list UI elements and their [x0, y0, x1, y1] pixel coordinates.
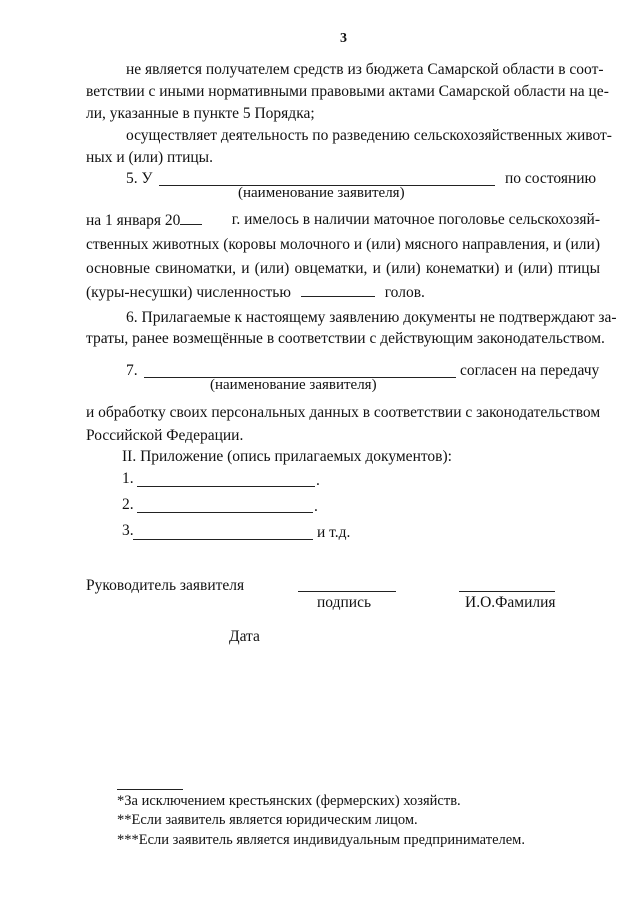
footnote-divider — [117, 789, 183, 790]
signature-role: Руководитель заявителя — [86, 577, 245, 594]
item-5-prefix: 5. У — [126, 170, 153, 187]
attachment-etc: и т.д. — [317, 524, 351, 541]
paragraph-line: траты, ранее возмещённые в соответствии с действующим законодательством. — [86, 330, 605, 347]
paragraph-line: ветствии с иными нормативными правовыми актами Самарской области на це- — [86, 83, 609, 100]
paragraph-line: ственных животных (коровы молочного и (или) мясного направления, и (или) — [86, 236, 600, 253]
paragraph-line: осуществляет деятельность по разведению сельскохозяйственных живот- — [126, 127, 612, 144]
field-caption: (наименование заявителя) — [238, 185, 405, 201]
name-field[interactable] — [459, 591, 555, 592]
attachment-number: 2. — [122, 496, 134, 513]
date-label: Дата — [229, 628, 260, 645]
item-7-suffix: согласен на передачу — [460, 362, 600, 379]
paragraph-line: ли, указанные в пункте 5 Порядка; — [86, 105, 315, 122]
signature-field[interactable] — [298, 591, 396, 592]
paragraph-line: Российской Федерации. — [86, 427, 244, 444]
field-caption: (наименование заявителя) — [210, 377, 377, 393]
paragraph-line: ных и (или) птицы. — [86, 149, 213, 166]
name-caption: И.О.Фамилия — [465, 594, 556, 611]
year-field[interactable] — [180, 210, 202, 225]
paragraph-line: не является получателем средств из бюджета Самарской области в соот- — [126, 61, 604, 78]
attachment-number: 3. — [122, 522, 134, 539]
paragraph-line: (куры-несушки) численностью голов. — [86, 284, 425, 301]
item-7-prefix: 7. — [126, 362, 138, 379]
attachment-number: 1. — [122, 470, 134, 487]
attachments-heading: II. Приложение (опись прилагаемых документов): — [122, 448, 452, 465]
attachment-field-3[interactable] — [133, 539, 313, 540]
attachment-field-1[interactable] — [137, 486, 315, 487]
footnote: ***Если заявитель является индивидуальным предпринимателем. — [117, 832, 525, 848]
attachment-field-2[interactable] — [137, 512, 313, 513]
page-number: 3 — [340, 31, 347, 46]
paragraph-line: 6. Прилагаемые к настоящему заявлению документы не подтверждают за- — [126, 309, 617, 326]
paragraph-line — [86, 210, 600, 231]
footnote: *За исключением крестьянских (фермерских) хозяйств. — [117, 793, 461, 809]
footnote: **Если заявитель является юридическим лицом. — [117, 812, 418, 828]
year-prefix: на 1 января 20 — [86, 212, 181, 229]
attachment-dot: . — [316, 472, 320, 489]
paragraph-line: и обработку своих персональных данных в соответствии с законодательством — [86, 404, 601, 421]
paragraph-line: основные свиноматки, и (или) овцематки, и (или) конематки) и (или) птицы — [86, 260, 600, 277]
attachment-dot: . — [314, 498, 318, 515]
item-5-suffix: по состоянию — [505, 170, 597, 187]
signature-caption: подпись — [317, 594, 372, 611]
year-line-text: г. имелось в наличии маточное поголовье сельскохозяй- — [231, 211, 600, 228]
headcount-field[interactable] — [301, 282, 375, 297]
